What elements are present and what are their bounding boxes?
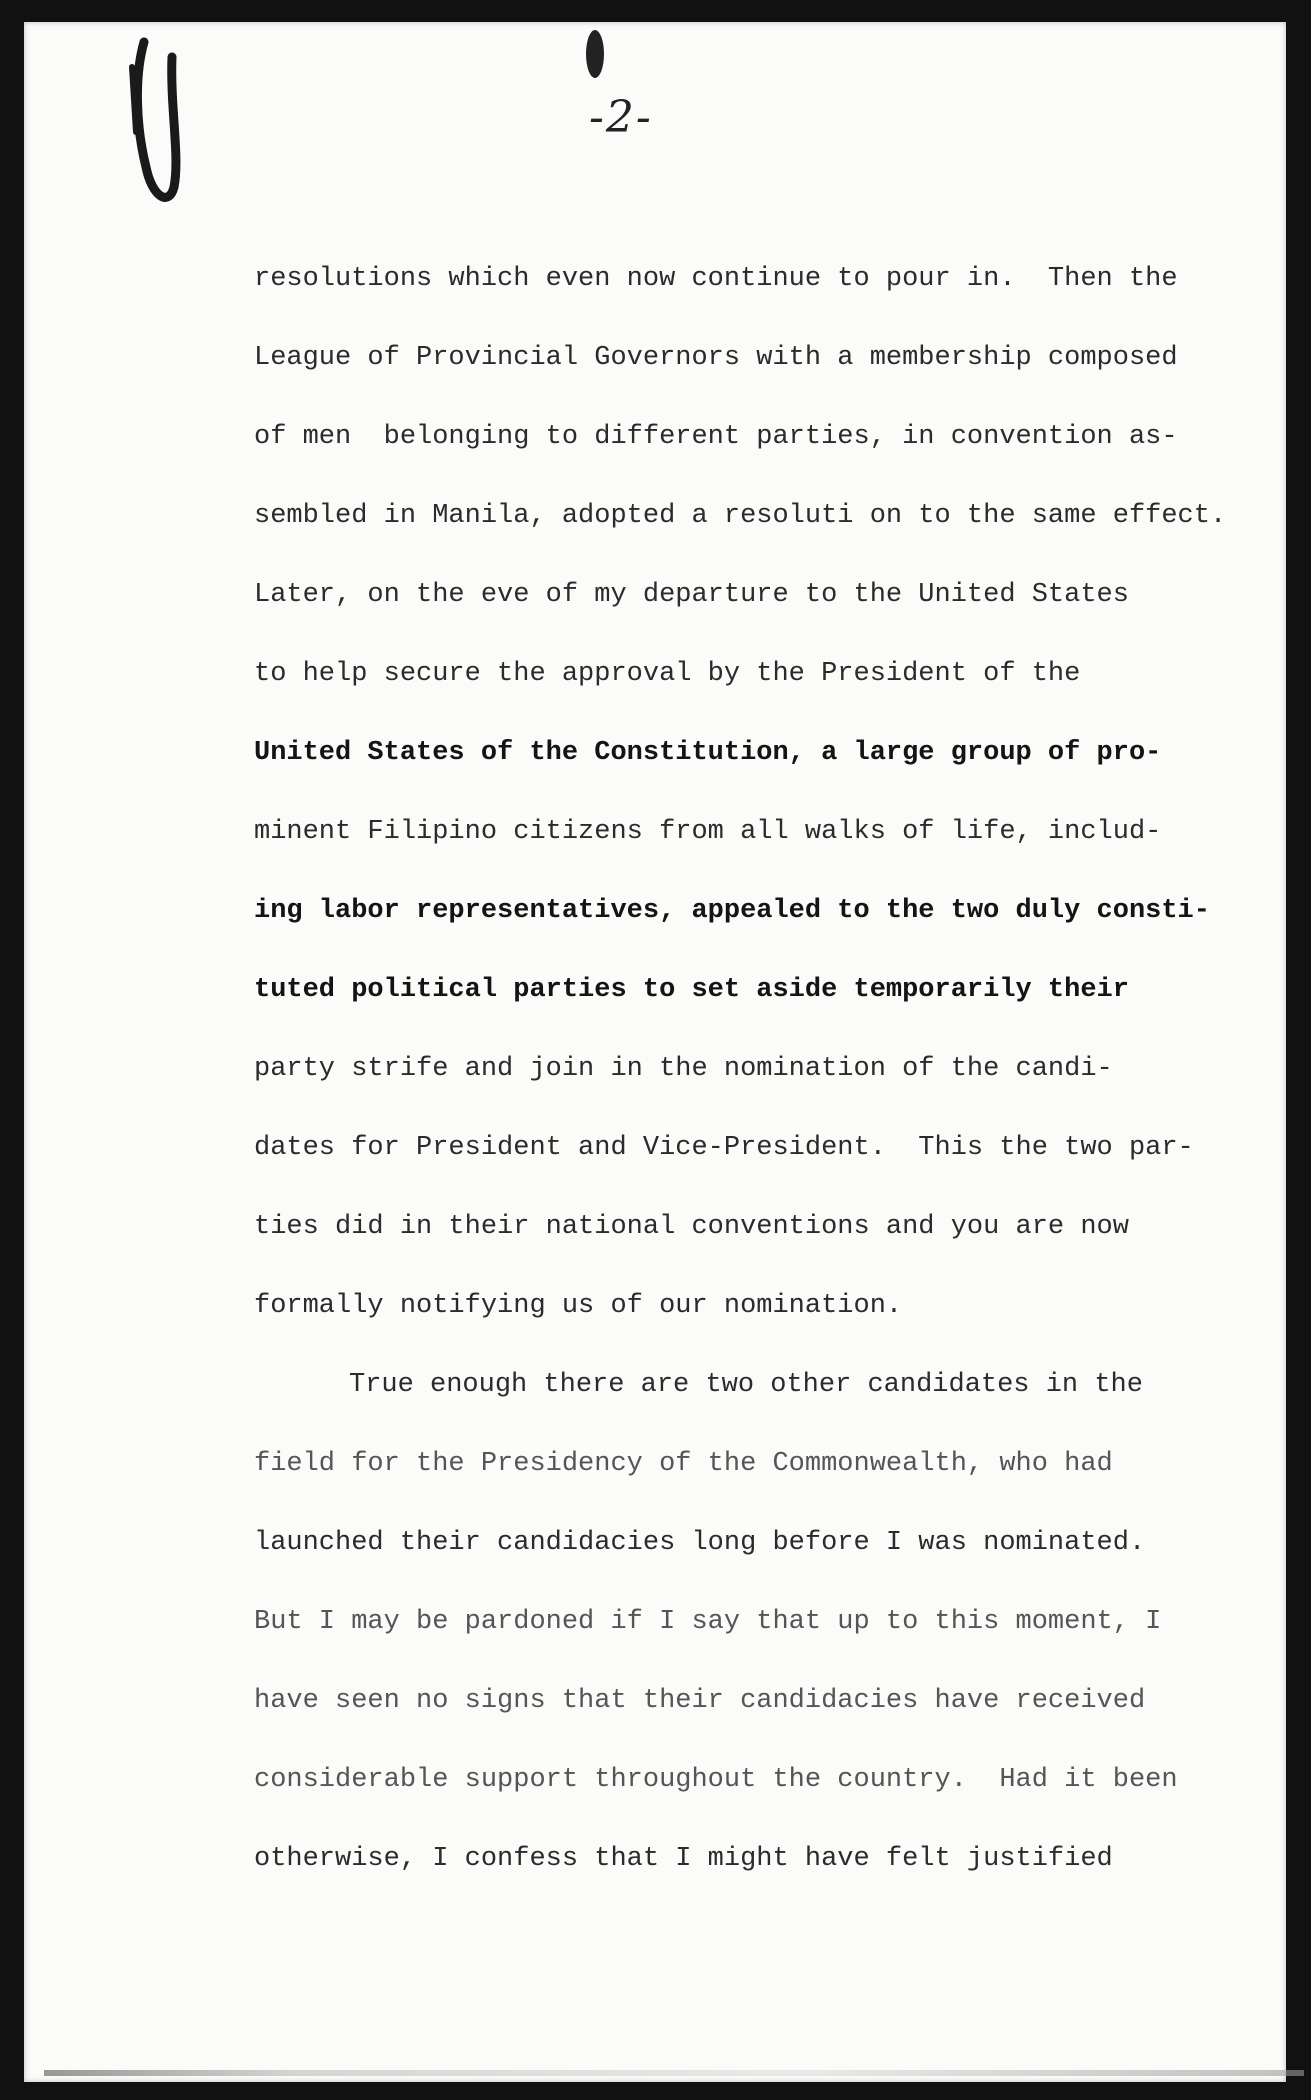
text-line: field for the Presidency of the Commonwealth, who had bbox=[254, 1449, 1113, 1479]
page-number: -2- bbox=[589, 92, 653, 143]
text-line: dates for President and Vice-President. This the two par- bbox=[254, 1133, 1194, 1163]
text-line: formally notifying us of our nomination. bbox=[254, 1291, 903, 1321]
text-line: otherwise, I confess that I might have felt justified bbox=[254, 1844, 1113, 1874]
page-bottom-edge bbox=[44, 2070, 1304, 2076]
text-line: Later, on the eve of my departure to the United States bbox=[254, 580, 1129, 610]
text-line: to help secure the approval by the President of the bbox=[254, 659, 1081, 689]
text-line: party strife and join in the nomination of the candi- bbox=[254, 1054, 1113, 1084]
text-line: minent Filipino citizens from all walks of life, includ- bbox=[254, 817, 1162, 847]
text-line: But I may be pardoned if I say that up to this moment, I bbox=[254, 1607, 1162, 1637]
typewritten-page bbox=[24, 22, 1286, 2082]
body-text bbox=[254, 240, 1227, 1899]
text-line: resolutions which even now continue to pour in. Then the bbox=[254, 264, 1178, 294]
text-line: League of Provincial Governors with a membership composed bbox=[254, 343, 1178, 373]
binder-mark bbox=[124, 37, 184, 227]
text-line: sembled in Manila, adopted a resoluti on to the same effect. bbox=[254, 501, 1227, 531]
text-line: have seen no signs that their candidacies have received bbox=[254, 1686, 1146, 1716]
text-line: ties did in their national conventions and you are now bbox=[254, 1212, 1129, 1242]
text-line: United States of the Constitution, a large group of pro- bbox=[254, 738, 1162, 768]
text-line: launched their candidacies long before I was nominated. bbox=[254, 1528, 1146, 1558]
text-line: tuted political parties to set aside temporarily their bbox=[254, 975, 1129, 1005]
text-line: considerable support throughout the country. Had it been bbox=[254, 1765, 1178, 1795]
ink-smudge bbox=[586, 30, 604, 78]
text-line: ing labor representatives, appealed to the two duly consti- bbox=[254, 896, 1210, 926]
text-line: of men belonging to different parties, in convention as- bbox=[254, 422, 1178, 452]
paragraph-start-line: True enough there are two other candidates in the bbox=[349, 1370, 1143, 1400]
